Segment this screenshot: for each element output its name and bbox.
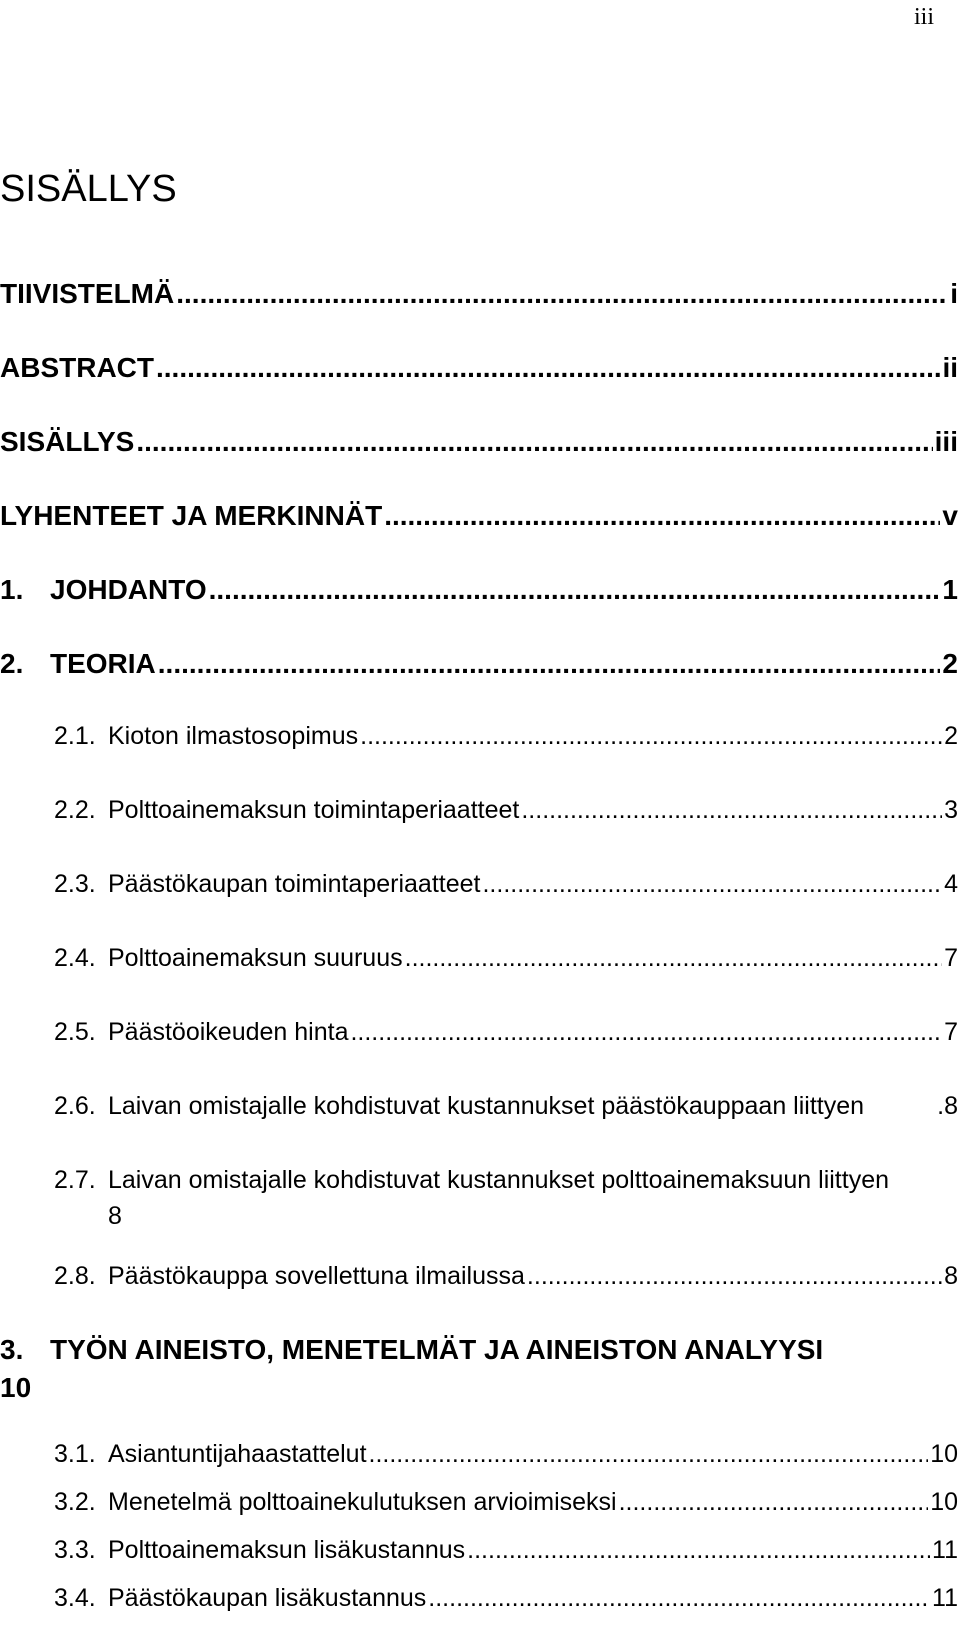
toc-number: 2.7. xyxy=(54,1166,96,1194)
toc-leader xyxy=(527,1262,942,1291)
toc-leader xyxy=(136,426,932,458)
toc-entry-tiivistelma[interactable] xyxy=(0,278,958,310)
toc-title: LYHENTEET JA MERKINNÄT xyxy=(0,500,383,531)
toc-entry-2-4[interactable] xyxy=(0,944,958,973)
toc-page: v xyxy=(942,500,958,531)
toc-title: ABSTRACT xyxy=(0,352,154,383)
toc-title: Kioton ilmastosopimus xyxy=(108,722,359,750)
toc-number: 2.2. xyxy=(54,796,96,824)
toc-title: Päästökaupan lisäkustannus xyxy=(108,1584,427,1612)
toc-page: 8 xyxy=(944,1262,958,1290)
toc-page: .8 xyxy=(937,1092,958,1120)
toc-number: 3.4. xyxy=(54,1584,96,1612)
toc-leader xyxy=(360,722,942,751)
toc-page: 10 xyxy=(930,1440,958,1468)
toc-entry-sisallys[interactable] xyxy=(0,426,958,458)
toc-leader xyxy=(384,500,940,532)
toc-number: 2. xyxy=(0,648,24,679)
toc-number: 3. xyxy=(0,1334,24,1365)
toc-page: 1 xyxy=(942,574,958,605)
toc-title: TYÖN AINEISTO, MENETELMÄT JA AINEISTON ANALYYSI xyxy=(50,1334,824,1365)
toc-page: 2 xyxy=(942,648,958,679)
toc-leader xyxy=(350,1018,942,1047)
toc-page: 7 xyxy=(944,1018,958,1046)
toc-leader xyxy=(369,1440,929,1469)
toc-title: Menetelmä polttoainekulutuksen arvioimiseksi xyxy=(108,1488,617,1516)
toc-entry-2-3[interactable] xyxy=(0,870,958,899)
toc-title: TEORIA xyxy=(50,648,156,679)
toc-number: 3.2. xyxy=(54,1488,96,1516)
page-title: SISÄLLYS xyxy=(0,168,177,210)
toc-entry-2-1[interactable] xyxy=(0,722,958,751)
toc-entry-johdanto[interactable] xyxy=(0,574,958,606)
toc-page: 11 xyxy=(932,1536,958,1564)
toc-leader xyxy=(156,352,940,384)
toc-number: 3.1. xyxy=(54,1440,96,1468)
toc-entry-2-6[interactable] xyxy=(0,1092,958,1121)
toc-entry-teoria[interactable] xyxy=(0,648,958,680)
toc-number: 2.4. xyxy=(54,944,96,972)
toc-number: 2.5. xyxy=(54,1018,96,1046)
toc-entry-3-3[interactable] xyxy=(0,1536,958,1565)
toc-title: Päästökaupan toimintaperiaatteet xyxy=(108,870,481,898)
toc-page: 7 xyxy=(944,944,958,972)
toc-title: Päästökauppa sovellettuna ilmailussa xyxy=(108,1262,525,1290)
toc-leader xyxy=(428,1584,930,1613)
toc-number: 1. xyxy=(0,574,24,605)
toc-page: iii xyxy=(934,426,958,457)
toc-page: ii xyxy=(942,352,958,383)
toc-entry-3-4[interactable] xyxy=(0,1584,958,1613)
toc-leader xyxy=(158,648,941,680)
toc-entry-2-7[interactable] xyxy=(0,1166,958,1195)
toc-number: 3.3. xyxy=(54,1536,96,1564)
toc-title: TIIVISTELMÄ xyxy=(0,278,175,309)
toc-leader xyxy=(176,278,948,310)
toc-page: 8 xyxy=(108,1202,122,1230)
toc-entry-2-5[interactable] xyxy=(0,1018,958,1047)
toc-leader xyxy=(209,574,941,606)
toc-number: 2.3. xyxy=(54,870,96,898)
toc-leader xyxy=(405,944,942,973)
toc-title: Asiantuntijahaastattelut xyxy=(108,1440,367,1468)
toc-title: Polttoainemaksun lisäkustannus xyxy=(108,1536,466,1564)
toc-leader xyxy=(482,870,942,899)
toc-entry-lyhenteet[interactable] xyxy=(0,500,958,532)
toc-entry-2-7-page xyxy=(0,1202,958,1231)
toc-entry-2-8[interactable] xyxy=(0,1262,958,1291)
toc-entry-3-2[interactable] xyxy=(0,1488,958,1517)
toc-title: Laivan omistajalle kohdistuvat kustannukset päästökauppaan liittyen xyxy=(108,1092,865,1120)
toc-number: 2.8. xyxy=(54,1262,96,1290)
toc-page: 10 xyxy=(0,1372,32,1403)
toc-title: Polttoainemaksun toimintaperiaatteet xyxy=(108,796,520,824)
toc-leader xyxy=(467,1536,930,1565)
toc-entry-3-1[interactable] xyxy=(0,1440,958,1469)
toc-leader xyxy=(619,1488,929,1517)
toc-number: 2.6. xyxy=(54,1092,96,1120)
toc-entry-tyon[interactable] xyxy=(0,1334,958,1366)
toc-title: Laivan omistajalle kohdistuvat kustannukset polttoainemaksuun liittyen xyxy=(108,1166,890,1194)
toc-title: SISÄLLYS xyxy=(0,426,135,457)
toc-page: i xyxy=(950,278,958,309)
toc-entry-tyon-page xyxy=(0,1372,958,1404)
toc-leader xyxy=(521,796,942,825)
toc-page: 3 xyxy=(944,796,958,824)
toc-title: JOHDANTO xyxy=(50,574,207,605)
page-number: iii xyxy=(913,4,934,30)
toc-entry-abstract[interactable] xyxy=(0,352,958,384)
toc-title: Päästöoikeuden hinta xyxy=(108,1018,349,1046)
toc-page: 10 xyxy=(930,1488,958,1516)
toc-entry-2-2[interactable] xyxy=(0,796,958,825)
toc-page: 2 xyxy=(944,722,958,750)
toc-page: 4 xyxy=(944,870,958,898)
toc-title: Polttoainemaksun suuruus xyxy=(108,944,403,972)
toc-page: 11 xyxy=(932,1584,958,1612)
toc-number: 2.1. xyxy=(54,722,96,750)
